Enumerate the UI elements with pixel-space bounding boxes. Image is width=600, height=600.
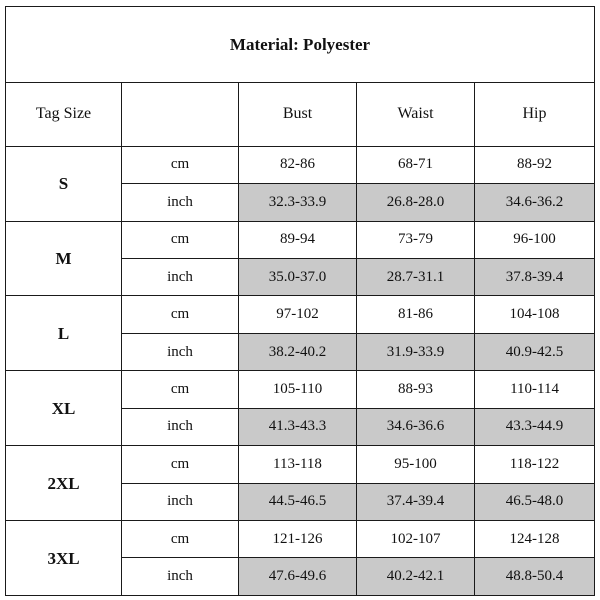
table-row <box>6 446 595 483</box>
bust-inch-value: 38.2-40.2 <box>239 333 357 370</box>
header-row <box>6 82 595 146</box>
chart-title: Material: Polyester <box>6 7 595 83</box>
tag-size-cell: 3XL <box>6 521 122 596</box>
hip-inch-value: 46.5-48.0 <box>475 483 595 520</box>
unit-label: cm <box>122 446 239 483</box>
bust-inch-value: 35.0-37.0 <box>239 258 357 295</box>
unit-label: inch <box>122 483 239 520</box>
bust-inch-value: 41.3-43.3 <box>239 408 357 445</box>
tag-size-cell: 2XL <box>6 446 122 521</box>
waist-inch-value: 37.4-39.4 <box>357 483 475 520</box>
hip-cm-value: 110-114 <box>475 371 595 408</box>
bust-cm-value: 82-86 <box>239 146 357 183</box>
hip-cm-value: 96-100 <box>475 221 595 258</box>
size-chart-table <box>5 6 595 596</box>
hip-cm-value: 118-122 <box>475 446 595 483</box>
waist-cm-value: 102-107 <box>357 521 475 558</box>
bust-inch-value: 44.5-46.5 <box>239 483 357 520</box>
hip-inch-value: 37.8-39.4 <box>475 258 595 295</box>
unit-label: inch <box>122 184 239 221</box>
tag-size-cell: L <box>6 296 122 371</box>
waist-cm-value: 88-93 <box>357 371 475 408</box>
unit-header <box>122 82 239 146</box>
unit-label: inch <box>122 258 239 295</box>
hip-inch-value: 48.8-50.4 <box>475 558 595 596</box>
waist-inch-value: 40.2-42.1 <box>357 558 475 596</box>
title-row <box>6 7 595 83</box>
tag-size-cell: XL <box>6 371 122 446</box>
bust-cm-value: 121-126 <box>239 521 357 558</box>
waist-cm-value: 73-79 <box>357 221 475 258</box>
waist-cm-value: 68-71 <box>357 146 475 183</box>
bust-cm-value: 89-94 <box>239 221 357 258</box>
tag-size-cell: M <box>6 221 122 296</box>
unit-label: cm <box>122 146 239 183</box>
hip-inch-value: 40.9-42.5 <box>475 333 595 370</box>
bust-header: Bust <box>239 82 357 146</box>
waist-inch-value: 26.8-28.0 <box>357 184 475 221</box>
waist-header: Waist <box>357 82 475 146</box>
tag-size-header: Tag Size <box>6 82 122 146</box>
bust-cm-value: 105-110 <box>239 371 357 408</box>
unit-label: cm <box>122 221 239 258</box>
unit-label: cm <box>122 296 239 333</box>
hip-inch-value: 34.6-36.2 <box>475 184 595 221</box>
unit-label: inch <box>122 333 239 370</box>
hip-inch-value: 43.3-44.9 <box>475 408 595 445</box>
bust-cm-value: 113-118 <box>239 446 357 483</box>
waist-cm-value: 81-86 <box>357 296 475 333</box>
unit-label: inch <box>122 558 239 596</box>
waist-inch-value: 34.6-36.6 <box>357 408 475 445</box>
unit-label: inch <box>122 408 239 445</box>
bust-inch-value: 47.6-49.6 <box>239 558 357 596</box>
hip-cm-value: 124-128 <box>475 521 595 558</box>
bust-inch-value: 32.3-33.9 <box>239 184 357 221</box>
table-row <box>6 371 595 408</box>
unit-label: cm <box>122 371 239 408</box>
waist-inch-value: 31.9-33.9 <box>357 333 475 370</box>
waist-cm-value: 95-100 <box>357 446 475 483</box>
unit-label: cm <box>122 521 239 558</box>
waist-inch-value: 28.7-31.1 <box>357 258 475 295</box>
table-row <box>6 296 595 333</box>
hip-cm-value: 104-108 <box>475 296 595 333</box>
hip-cm-value: 88-92 <box>475 146 595 183</box>
table-row <box>6 521 595 558</box>
hip-header: Hip <box>475 82 595 146</box>
table-row <box>6 146 595 183</box>
bust-cm-value: 97-102 <box>239 296 357 333</box>
table-row <box>6 221 595 258</box>
tag-size-cell: S <box>6 146 122 221</box>
